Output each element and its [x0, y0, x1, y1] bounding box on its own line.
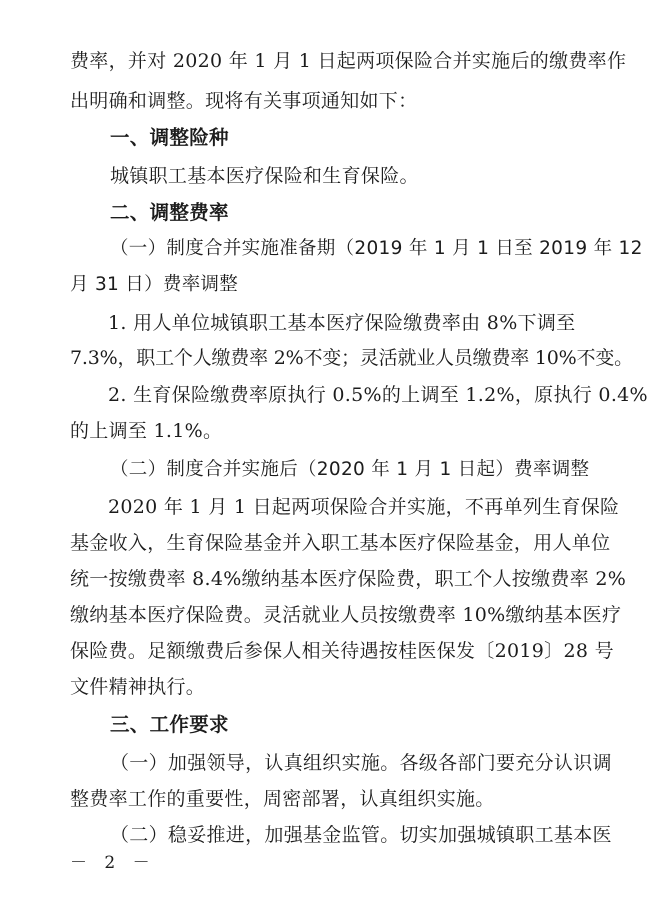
heading-adjust-rates: 二、调整费率: [110, 201, 229, 224]
body-line-13: 2020 年 1 月 1 日起两项保险合并实施，不再单列生育保险: [108, 496, 620, 518]
body-line-4: 城镇职工基本医疗保险和生育保险。: [110, 165, 419, 187]
body-line-21: 整费率工作的重要性，周密部署，认真组织实施。: [70, 788, 495, 810]
body-line-17: 保险费。足额缴费后参保人相关待遇按桂医保发〔2019〕28 号: [70, 640, 614, 662]
page-number: － 2 －: [70, 853, 156, 873]
body-line-18: 文件精神执行。: [70, 676, 206, 698]
body-line-16: 缴纳基本医疗保险费。灵活就业人员按缴费率 10%缴纳基本医疗: [70, 604, 622, 626]
body-line-14: 基金收入，生育保险基金并入职工基本医疗保险基金，用人单位: [70, 532, 611, 554]
body-line-20: （一）加强领导，认真组织实施。各级各部门要充分认识调: [110, 752, 612, 774]
body-line-15: 统一按缴费率 8.4%缴纳基本医疗保险费，职工个人按缴费率 2%: [70, 568, 627, 590]
subheading-prep-period-cont: 月 31 日）费率调整: [70, 274, 239, 295]
subheading-prep-period: （一）制度合并实施准备期（2019 年 1 月 1 日至 2019 年 12: [110, 238, 643, 259]
body-line-11: 的上调至 1.1%。: [70, 420, 223, 442]
body-line-9: 7.3%，职工个人缴费率 2%不变；灵活就业人员缴费率 10%不变。: [70, 347, 633, 369]
body-line-10: 2. 生育保险缴费率原执行 0.5%的上调至 1.2%，原执行 0.4%: [108, 384, 648, 406]
body-line-1: 费率，并对 2020 年 1 月 1 日起两项保险合并实施后的缴费率作: [70, 50, 627, 72]
heading-work-requirements: 三、工作要求: [110, 713, 229, 736]
body-line-22: （二）稳妥推进，加强基金监管。切实加强城镇职工基本医: [110, 824, 612, 846]
body-line-2: 出明确和调整。现将有关事项通知如下：: [70, 90, 418, 112]
subheading-after-merge: （二）制度合并实施后（2020 年 1 月 1 日起）费率调整: [110, 459, 590, 480]
body-line-8: 1. 用人单位城镇职工基本医疗保险缴费率由 8%下调至: [108, 312, 576, 334]
heading-adjust-insurance: 一、调整险种: [110, 126, 229, 149]
